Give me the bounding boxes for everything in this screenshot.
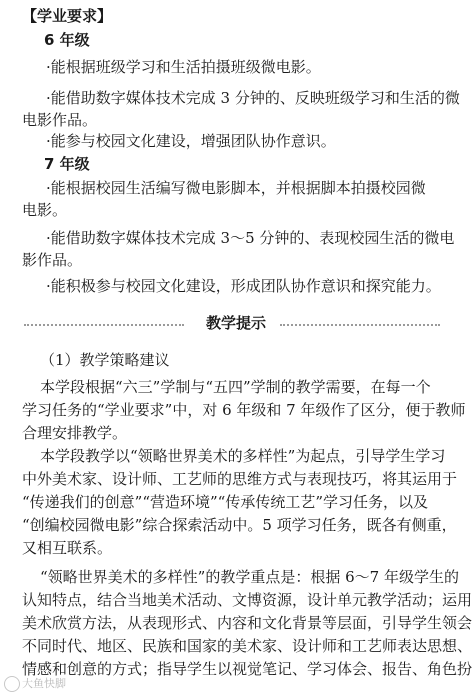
- grade6-item-2: ·能借助数字媒体技术完成 3 分钟的、反映班级学习和生活的微: [46, 89, 460, 107]
- grade6-item-1: ·能根据班级学习和生活拍摄班级微电影。: [46, 58, 321, 76]
- para2-line4: “创编校园微电影”综合探索活动中。5 项学习任务，既各有侧重，: [22, 516, 457, 534]
- strategy-heading: （1）教学策略建议: [40, 351, 170, 369]
- watermark: [4, 676, 66, 692]
- grade7-item-3: ·能积极参与校园文化建设，形成团队协作意识和探究能力。: [46, 277, 441, 295]
- para2-line2: 中外美术家、设计师、工艺师的思维方式与表现技巧，将其运用于: [22, 470, 458, 488]
- para3-line2: 认知特点，结合当地美术活动、文博资源，设计单元教学活动；运用: [22, 591, 472, 609]
- para3-line1: “领略世界美术的多样性”的教学重点是：根据 6～7 年级学生的: [40, 568, 459, 586]
- para1-line2: 学习任务的“学业要求”中，对 6 年级和 7 年级作了区分，便于教师: [22, 401, 466, 419]
- grade7-item-1: ·能根据校园生活编写微电影脚本，并根据脚本拍摄校园微: [46, 179, 426, 197]
- teaching-tips-title: 教学提示: [205, 314, 266, 332]
- grade7-item-1-cont: 电影。: [22, 201, 68, 219]
- para1-line1: 本学段根据“六三”学制与“五四”学制的教学需要，在每一个: [40, 378, 431, 396]
- watermark-logo-icon: [4, 676, 20, 692]
- grade7-item-2-cont: 影作品。: [22, 251, 83, 269]
- para2-line1: 本学段教学以“领略世界美术的多样性”为起点，引导学生学习: [40, 447, 446, 465]
- para3-line4: 不同时代、地区、民族和国家的美术家、设计师和工艺师表达思想、: [22, 637, 472, 655]
- watermark-text: 大鱼快脚: [22, 677, 66, 690]
- para3-line5: 情感和创意的方式；指导学生以视觉笔记、学习体会、报告、角色扮: [22, 660, 472, 678]
- grade6-item-2-cont: 电影作品。: [22, 111, 98, 129]
- grade6-item-3: ·能参与校园文化建设，增强团队协作意识。: [46, 132, 336, 150]
- para2-line5: 又相互联系。: [22, 539, 113, 557]
- para3-line3: 美术欣赏方法，从表现形式、内容和文化背景等层面，引导学生领会: [22, 614, 472, 632]
- grade7-heading: 7 年级: [44, 155, 90, 173]
- grade6-heading: 6 年级: [44, 31, 90, 49]
- grade7-item-2: ·能借助数字媒体技术完成 3～5 分钟的、表现校园生活的微电: [46, 229, 455, 247]
- section-header: 【学业要求】: [22, 7, 113, 25]
- separator-right: [280, 324, 440, 326]
- para1-line3: 合理安排教学。: [22, 424, 128, 442]
- para2-line3: “传递我们的创意”“营造环境”“传承传统工艺”学习任务，以及: [22, 493, 429, 511]
